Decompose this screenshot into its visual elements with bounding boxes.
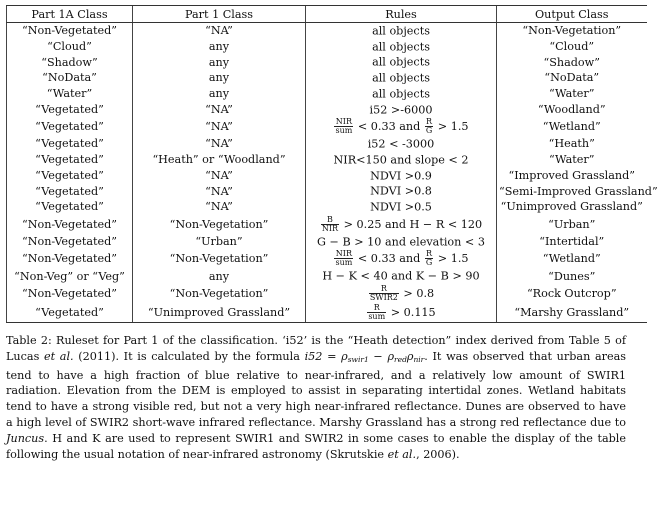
table-row [7,284,647,303]
table-row [7,168,647,184]
table-row [7,183,647,199]
cell-rule [306,70,497,86]
rule-text: all objects [372,55,430,69]
formula-sub-swir1: swir1 [347,354,369,364]
cell-part1a-class: “Vegetated” [7,168,133,184]
cell-part1a-class: “Vegetated” [7,136,133,152]
caption-etal-2: et al. [387,447,417,461]
table-row [7,199,647,215]
cell-rule [306,303,497,323]
cell-rule [306,268,497,284]
cell-output-class: “Dunes” [497,268,647,284]
caption-part4: . H and K are used to represent SWIR1 and SWIR2 in some cases to enable the display of the table following the usual notation of near-infrared astronomy (Skrutskie [6,431,626,461]
table-row [7,268,647,284]
cell-part1-class: any [133,268,306,284]
table-row [7,23,647,39]
cell-part1-class: “NA” [133,101,306,117]
fraction-denominator: NIR [321,223,339,233]
cell-part1-class: “Non-Vegetation” [133,215,306,234]
cell-output-class: “Shadow” [497,54,647,70]
rule-text: NDVI >0.8 [370,184,432,198]
rule-text: all objects [372,40,430,54]
table-row [7,152,647,168]
cell-output-class: “Rock Outcrop” [497,284,647,303]
cell-part1a-class: “NoData” [7,70,133,86]
cell-part1a-class: “Non-Veg” or “Veg” [7,268,133,284]
cell-part1-class: “NA” [133,199,306,215]
cell-rule [306,117,497,136]
caption-juncus: Juncus [6,431,45,445]
cell-rule [306,199,497,215]
rule-text: G − B > 10 and elevation < 3 [317,235,485,249]
rule-text: NDVI >0.9 [370,169,432,183]
fraction-numerator: R [367,304,386,313]
ruleset-table-container [6,5,658,326]
table-row [7,303,647,323]
formula-equals: = [322,349,342,363]
cell-part1a-class: “Vegetated” [7,199,133,215]
fraction-numerator: R [369,285,399,294]
cell-part1a-class: “Vegetated” [7,101,133,117]
cell-part1-class: “Non-Vegetation” [133,284,306,303]
fraction-denominator: SWIR2 [369,292,398,302]
fraction-numerator: R [426,117,433,127]
rule-text: i52 >-6000 [369,103,433,117]
cell-output-class: “Water” [497,152,647,168]
cell-part1-class: “Unimproved Grassland” [133,303,306,323]
caption-etal-1: et al. [43,349,74,363]
cell-part1a-class: “Non-Vegetated” [7,23,133,39]
rule-text: all objects [372,87,430,101]
rule-fraction [367,304,386,321]
rule-text: > 0.25 and H − R < 120 [340,217,483,231]
cell-rule [306,23,497,39]
rule-fraction [369,285,399,302]
cell-part1-class: any [133,39,306,55]
cell-part1-class: “NA” [133,183,306,199]
table-caption [6,333,626,462]
formula-sub-nir: nir [413,354,425,364]
header-part1a-class: Part 1A Class [7,6,133,23]
rule-text: NDVI >0.5 [370,200,432,214]
rule-text: all objects [372,24,430,38]
rule-text: > 1.5 [434,252,469,266]
rule-fraction [321,216,339,233]
rule-fraction [334,118,353,135]
cell-output-class: “Marshy Grassland” [497,303,647,323]
formula-sub-red: red [394,354,407,364]
cell-rule [306,152,497,168]
cell-part1-class: “NA” [133,136,306,152]
cell-part1a-class: “Non-Vegetated” [7,234,133,250]
cell-rule [306,284,497,303]
header-part1-class: Part 1 Class [133,6,306,23]
header-rules: Rules [306,6,497,23]
cell-output-class: “Intertidal” [497,234,647,250]
rule-text: < 0.33 and [354,120,424,134]
rule-text: all objects [372,71,430,85]
rule-text: H − K < 40 and K − B > 90 [322,269,480,283]
cell-part1-class: “Non-Vegetation” [133,249,306,268]
formula-lhs: i52 [304,349,323,363]
cell-part1-class: any [133,54,306,70]
header-output-class: Output Class [497,6,647,23]
cell-part1a-class: “Cloud” [7,39,133,55]
cell-part1a-class: “Non-Vegetated” [7,284,133,303]
cell-part1a-class: “Non-Vegetated” [7,249,133,268]
cell-rule [306,136,497,152]
cell-rule [306,86,497,102]
cell-part1a-class: “Vegetated” [7,152,133,168]
fraction-numerator: NIR [335,249,352,259]
rule-text: < 0.33 and [354,252,424,266]
table-row [7,234,647,250]
rule-fraction [425,118,433,135]
fraction-numerator: R [426,249,433,259]
caption-text [6,333,626,462]
caption-part1: Table 2: Ruleset for Part 1 of the classification. ‘i52’ is the “Heath detection” index derived from Table 5 of Lucas [6,334,626,363]
ruleset-table [6,5,658,323]
cell-output-class: “Water” [497,86,647,102]
cell-part1-class: “NA” [133,117,306,136]
cell-part1-class: “NA” [133,23,306,39]
fraction-numerator: B [321,216,339,225]
cell-part1a-class: “Vegetated” [7,117,133,136]
fraction-numerator: NIR [335,117,352,127]
cell-part1-class: any [133,86,306,102]
table-row [7,39,647,55]
cell-rule [306,215,497,234]
cell-part1a-class: “Vegetated” [7,303,133,323]
cell-rule [306,101,497,117]
cell-output-class: “Wetland” [497,249,647,268]
table-row [7,249,647,268]
table-row [7,215,647,234]
cell-part1a-class: “Water” [7,86,133,102]
cell-part1a-class: “Non-Vegetated” [7,215,133,234]
rule-text: > 0.8 [399,286,435,300]
cell-part1a-class: “Vegetated” [7,183,133,199]
fraction-denominator: sum [335,258,353,268]
formula-rho-1: ρ [341,349,348,363]
cell-part1a-class: “Shadow” [7,54,133,70]
caption-part5: , 2006). [416,447,460,461]
cell-output-class: “Woodland” [497,101,647,117]
cell-rule [306,54,497,70]
formula-minus: − [368,349,388,363]
formula-rho-3: ρ [406,349,414,363]
cell-part1-class: any [133,70,306,86]
fraction-denominator: G [425,258,433,268]
table-row [7,70,647,86]
cell-rule [306,39,497,55]
table-row [7,136,647,152]
cell-rule [306,168,497,184]
caption-part3: . It was observed that urban areas tend to have a high fraction of blue relative to near-infrared, and a relatively low amount of SWIR1 radiation. Elevation from the DEM is employed to assist in separating intertidal zones. Wetland habitats tend to have a strong visible red, but not a very high near-infrared reflectance. Dunes are observed to have a high level of SWIR2 short-wave infrared reflectance. Marshy Grassland has a strong red reflectance due to [6,349,626,429]
cell-output-class: “Heath” [497,136,647,152]
cell-output-class: “Semi-Improved Grassland” [497,183,647,199]
rule-text: > 1.5 [434,120,469,134]
cell-rule [306,234,497,250]
formula-rho-2: ρ [387,349,395,363]
cell-output-class: “Improved Grassland” [497,168,647,184]
table-row [7,54,647,70]
cell-part1-class: “NA” [133,168,306,184]
table-header-row [7,6,647,23]
cell-rule [306,249,497,268]
cell-rule [306,183,497,199]
caption-part2: (2011). It is calculated by the formula [73,349,305,363]
rule-fraction [425,250,433,267]
rule-text: NIR<150 and slope < 2 [333,153,469,167]
cell-part1-class: “Urban” [133,234,306,250]
rule-text: i52 < -3000 [367,137,435,151]
rule-text: > 0.115 [387,305,436,319]
table-row [7,86,647,102]
fraction-denominator: sum [335,126,353,136]
table-body [7,23,658,323]
cell-output-class: “Cloud” [497,39,647,55]
cell-part1-class: “Heath” or “Woodland” [133,152,306,168]
table-row [7,101,647,117]
table-row [7,117,647,136]
cell-output-class: “Unimproved Grassland” [497,199,647,215]
cell-output-class: “Urban” [497,215,647,234]
cell-output-class: “NoData” [497,70,647,86]
cell-output-class: “Non-Vegetation” [497,23,647,39]
rule-fraction [334,250,353,267]
fraction-denominator: sum [368,311,386,321]
fraction-denominator: G [425,126,433,136]
cell-output-class: “Wetland” [497,117,647,136]
